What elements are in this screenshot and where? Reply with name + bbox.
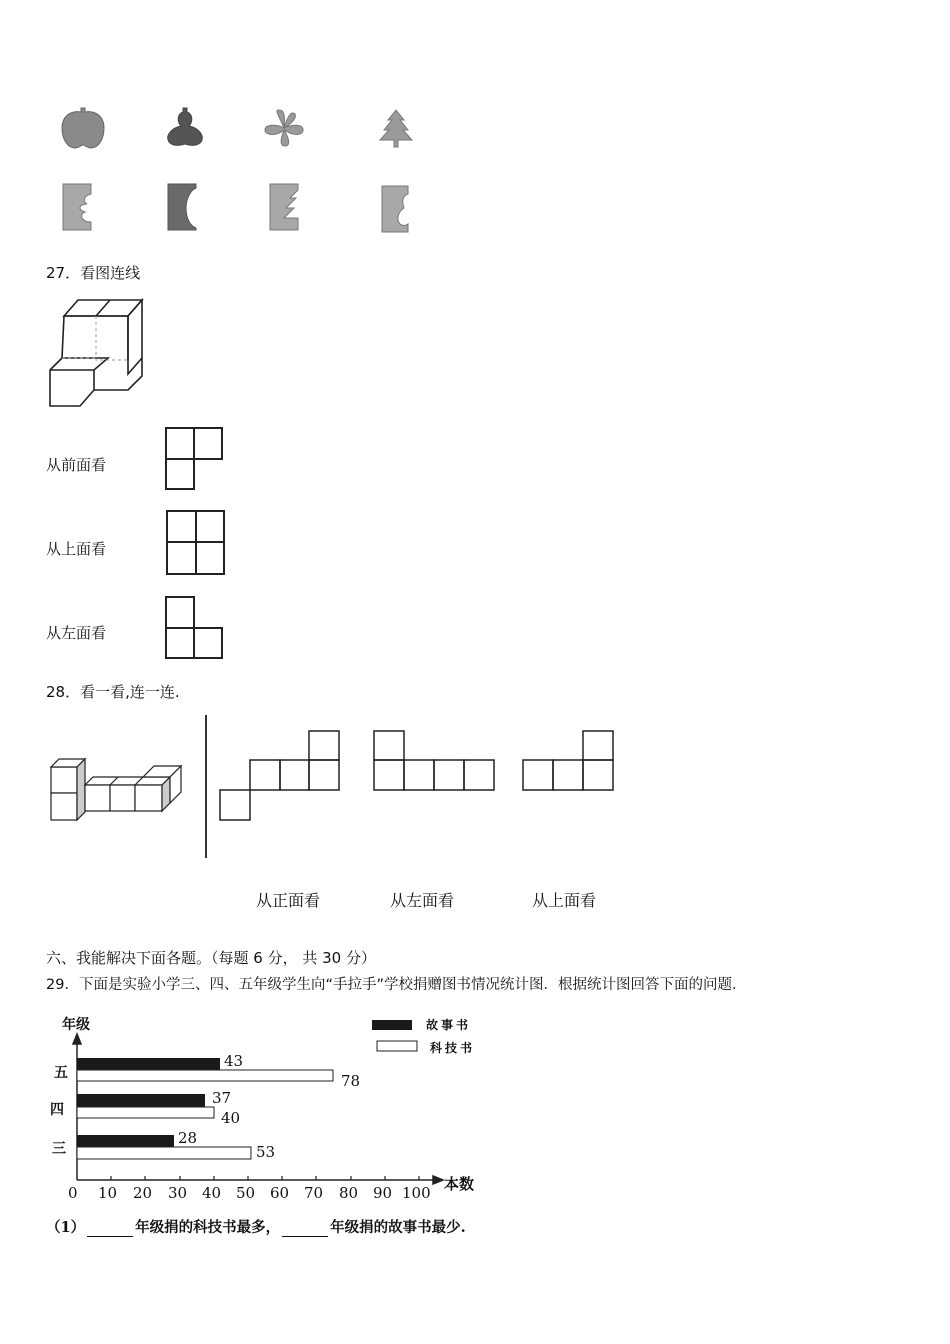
cutout-card-apple-icon xyxy=(382,186,410,232)
q29-sub1 xyxy=(46,1216,466,1237)
clover-shape-icon xyxy=(263,110,305,148)
q27-title: 27．看图连线 xyxy=(46,264,141,282)
bar-grade5-science xyxy=(77,1070,333,1081)
cutout-card-clover-icon xyxy=(63,184,93,230)
x-tick: 30 xyxy=(168,1184,188,1202)
section-6-heading: 六、我能解决下面各题。（每题 6 分， 共 30 分） xyxy=(46,949,376,967)
q26-shapes xyxy=(0,0,950,240)
pine-tree-shape-icon xyxy=(378,110,414,148)
q29-sub1-prefix: （1） xyxy=(46,1219,86,1236)
bar-grade3-science xyxy=(77,1147,251,1159)
q27-view-left-label: 从左面看 xyxy=(46,624,107,642)
y-axis-label: 年级 xyxy=(62,1017,90,1033)
value-grade5-story: 43 xyxy=(224,1052,244,1070)
legend-story-swatch xyxy=(372,1020,412,1030)
x-tick: 50 xyxy=(236,1184,256,1202)
bar-grade5-story xyxy=(77,1058,220,1070)
x-tick: 10 xyxy=(98,1184,118,1202)
q28-label-top: 从上面看 xyxy=(532,891,597,910)
q28-label-front: 从正面看 xyxy=(256,891,321,910)
cutout-card-tree-icon xyxy=(270,184,300,230)
x-tick: 60 xyxy=(270,1184,290,1202)
q28-label-left: 从左面看 xyxy=(390,891,455,910)
q27-view-top-label: 从上面看 xyxy=(46,540,107,558)
q29-sub1-part1: 年级捐的科技书最多， xyxy=(135,1219,281,1236)
value-grade4-story: 37 xyxy=(212,1089,232,1107)
x-tick: 0 xyxy=(68,1184,78,1202)
bar-chart xyxy=(40,1010,500,1200)
gourd-shape-icon xyxy=(165,108,205,148)
bar-grade4-story xyxy=(77,1094,205,1107)
q28-option-b-icon xyxy=(373,730,497,792)
value-grade4-science: 40 xyxy=(221,1109,241,1127)
q27-view-front-label: 从前面看 xyxy=(46,456,107,474)
bar-grade3-story xyxy=(77,1135,174,1147)
q28-divider xyxy=(205,715,207,858)
q29-title: 29．下面是实验小学三、四、五年级学生向“手拉手”学校捐赠图书情况统计图．根据统计图回答下面的问题． xyxy=(46,977,747,993)
q27-3d-cubes-icon xyxy=(48,296,158,408)
category-grade3: 三 xyxy=(52,1141,66,1157)
x-tick-labels xyxy=(40,1184,500,1204)
apple-shape-icon xyxy=(60,108,106,150)
legend-science-swatch xyxy=(377,1041,417,1051)
bar-grade4-science xyxy=(77,1107,214,1118)
answer-blank-1[interactable] xyxy=(87,1222,133,1237)
q28-title: 28．看一看,连一连. xyxy=(46,683,180,701)
x-tick: 90 xyxy=(373,1184,393,1202)
legend-story-label: 故事书 xyxy=(426,1018,472,1032)
x-tick: 100 xyxy=(402,1184,431,1202)
category-grade4: 四 xyxy=(50,1102,64,1118)
answer-blank-2[interactable] xyxy=(282,1222,328,1237)
x-tick: 20 xyxy=(133,1184,153,1202)
q28-option-c-icon xyxy=(522,730,616,792)
x-tick: 80 xyxy=(339,1184,359,1202)
value-grade3-story: 28 xyxy=(178,1129,198,1147)
q28-3d-cubes-icon xyxy=(50,758,182,822)
value-grade5-science: 78 xyxy=(341,1072,361,1090)
x-axis-label: 本数 xyxy=(444,1175,475,1193)
q28-option-a-icon xyxy=(219,730,341,822)
q27-left-view-grid-icon xyxy=(165,596,225,660)
x-tick: 40 xyxy=(202,1184,222,1202)
category-grade5: 五 xyxy=(54,1065,68,1081)
x-tick: 70 xyxy=(304,1184,324,1202)
legend-science-label: 科技书 xyxy=(430,1041,476,1055)
cutout-card-gourd-icon xyxy=(168,184,198,230)
q27-front-view-grid-icon xyxy=(165,427,225,491)
q29-sub1-part2: 年级捐的故事书最少. xyxy=(330,1219,466,1236)
q27-top-view-grid-icon xyxy=(166,510,226,576)
value-grade3-science: 53 xyxy=(256,1143,276,1161)
